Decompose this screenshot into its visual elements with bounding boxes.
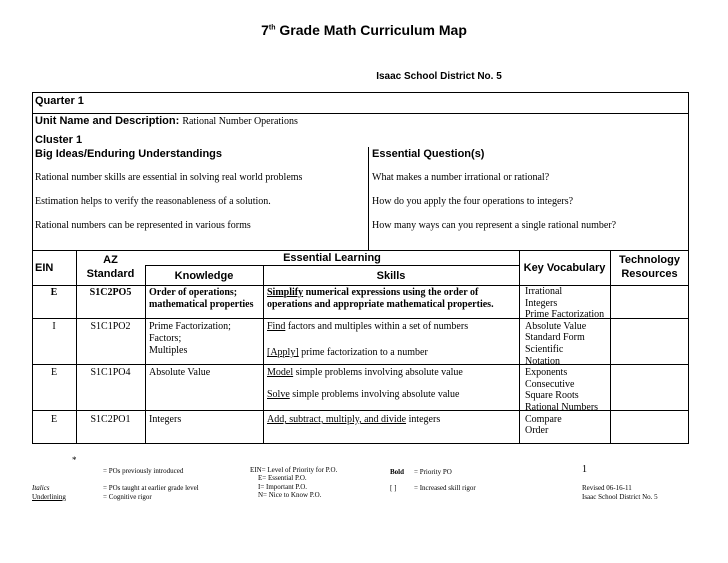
- unit-name-label: Unit Name and Description:: [35, 115, 180, 127]
- unit-name-value: Rational Number Operations: [182, 116, 298, 127]
- skill-line: [267, 287, 478, 299]
- col-header-az: AZ: [103, 254, 118, 266]
- revised-date: Revised 06-16-11: [582, 484, 632, 492]
- divider: [32, 113, 689, 114]
- quarter-label: Quarter 1: [35, 95, 84, 107]
- legend-cognitive-rigor: = Cognitive rigor: [103, 493, 152, 501]
- knowledge-line: Order of operations;: [149, 287, 238, 298]
- title-text: Grade Math Curriculum Map: [275, 22, 467, 38]
- ein-legend-essential: E= Essential P.O.: [258, 474, 307, 482]
- divider: [145, 265, 146, 444]
- ein-cell: E: [50, 414, 58, 425]
- skill-line: [267, 389, 459, 401]
- legend-bold-label: Bold: [390, 468, 405, 476]
- skill-text: integers: [406, 414, 441, 425]
- skill-verb: Find: [267, 321, 286, 332]
- col-header-essential-learning: Essential Learning: [283, 252, 381, 264]
- skill-verb: Model: [267, 367, 294, 378]
- legend-previous: = POs previously introduced: [103, 467, 184, 475]
- col-header-technology: Technology: [619, 254, 680, 266]
- key-vocabulary-list: [525, 286, 604, 437]
- divider: [519, 250, 520, 444]
- skill-line: operations and appropriate mathematical properties.: [267, 299, 494, 310]
- divider: [32, 250, 689, 251]
- skill-text: factors and multiples within a set of numbers: [285, 321, 469, 332]
- skill-text: prime factorization to a number: [298, 347, 428, 358]
- essential-question-item: How many ways can you represent a single rational number?: [372, 220, 617, 231]
- divider: [368, 147, 369, 250]
- big-idea-item: Rational number skills are essential in solving real world problems: [35, 172, 303, 183]
- divider: [145, 265, 519, 266]
- ein-legend-nice: N= Nice to Know P.O.: [258, 491, 322, 499]
- col-header-knowledge: Knowledge: [174, 270, 234, 282]
- knowledge-line: Factors;: [149, 333, 182, 344]
- district-subtitle: Isaac School District No. 5: [376, 71, 502, 82]
- col-header-ein: EIN: [35, 262, 54, 274]
- legend-increased-rigor: = Increased skill rigor: [414, 484, 476, 492]
- col-header-key-vocabulary: Key Vocabulary: [523, 262, 606, 274]
- skill-verb: Simplify: [267, 287, 304, 298]
- ein-legend-important: I= Important P.O.: [258, 483, 308, 491]
- footer-district: Isaac School District No. 5: [582, 493, 658, 501]
- vocabulary-item: Integers: [525, 297, 558, 309]
- col-header-skills: Skills: [376, 270, 406, 282]
- skill-line: [267, 414, 440, 426]
- legend-italics-label: Italics: [32, 484, 50, 492]
- title-number: 7: [261, 22, 269, 38]
- vocabulary-item: Consecutive: [525, 378, 575, 390]
- title-superscript: th: [268, 24, 276, 32]
- col-header-resources: Resources: [621, 268, 678, 280]
- cluster-label: Cluster 1: [35, 134, 83, 146]
- ein-cell: E: [50, 367, 58, 378]
- knowledge-line: Multiples: [149, 345, 188, 356]
- knowledge-line: Prime Factorization;: [149, 321, 231, 332]
- standard-cell: S1C2PO1: [90, 414, 131, 425]
- skill-verb: Add, subtract, multiply, and divide: [267, 414, 407, 425]
- vocabulary-item: Standard Form: [525, 332, 585, 344]
- divider: [263, 265, 264, 444]
- standard-cell: S1C2PO5: [89, 287, 132, 298]
- skill-text: numerical expressions using the order of: [303, 287, 479, 298]
- page-title: [0, 22, 728, 38]
- skill-line: [267, 347, 428, 359]
- vocabulary-item: Compare: [525, 413, 562, 425]
- standard-cell: S1C1PO4: [90, 367, 131, 378]
- unit-name: [35, 115, 298, 127]
- vocabulary-item: Scientific: [525, 343, 564, 355]
- vocabulary-item: Absolute Value: [525, 320, 587, 332]
- col-header-standard: Standard: [86, 268, 135, 280]
- skill-line: [267, 367, 463, 379]
- skill-verb: [Apply]: [267, 347, 299, 358]
- vocabulary-item: Square Roots: [525, 390, 579, 402]
- vocabulary-item: Order: [525, 425, 549, 437]
- knowledge-line: mathematical properties: [149, 299, 254, 310]
- ein-cell: I: [52, 321, 56, 332]
- page-number: 1: [582, 464, 587, 475]
- knowledge-line: Integers: [149, 414, 182, 425]
- vocabulary-item: Prime Factorization: [525, 309, 605, 321]
- knowledge-line: Absolute Value: [149, 367, 211, 378]
- big-idea-item: Estimation helps to verify the reasonableness of a solution.: [35, 196, 271, 207]
- legend-brackets-label: [ ]: [390, 484, 397, 492]
- essential-question-item: What makes a number irrational or rational?: [372, 172, 550, 183]
- ein-legend-title: EIN= Level of Priority for P.O.: [250, 466, 338, 474]
- vocabulary-item: Rational Numbers: [525, 401, 599, 413]
- ein-cell: E: [50, 287, 58, 298]
- skill-text: simple problems involving absolute value: [289, 389, 460, 400]
- legend-underlining-label: Underlining: [32, 493, 66, 501]
- big-ideas-heading: Big Ideas/Enduring Understandings: [35, 148, 223, 160]
- essential-questions-heading: Essential Question(s): [372, 148, 485, 160]
- skill-text: simple problems involving absolute value: [293, 367, 463, 378]
- vocabulary-item: Exponents: [525, 367, 568, 379]
- skill-verb: Solve: [267, 389, 290, 400]
- essential-question-item: How do you apply the four operations to integers?: [372, 196, 574, 207]
- vocabulary-item: Irrational: [525, 286, 563, 297]
- footer-asterisk: *: [72, 455, 77, 465]
- legend-earlier-grade: = POs taught at earlier grade level: [103, 484, 199, 492]
- big-idea-item: Rational numbers can be represented in various forms: [35, 220, 251, 231]
- vocabulary-item: Notation: [525, 355, 560, 367]
- standard-cell: S1C1PO2: [90, 321, 131, 332]
- legend-priority: = Priority PO: [414, 468, 452, 476]
- skill-line: [267, 321, 468, 333]
